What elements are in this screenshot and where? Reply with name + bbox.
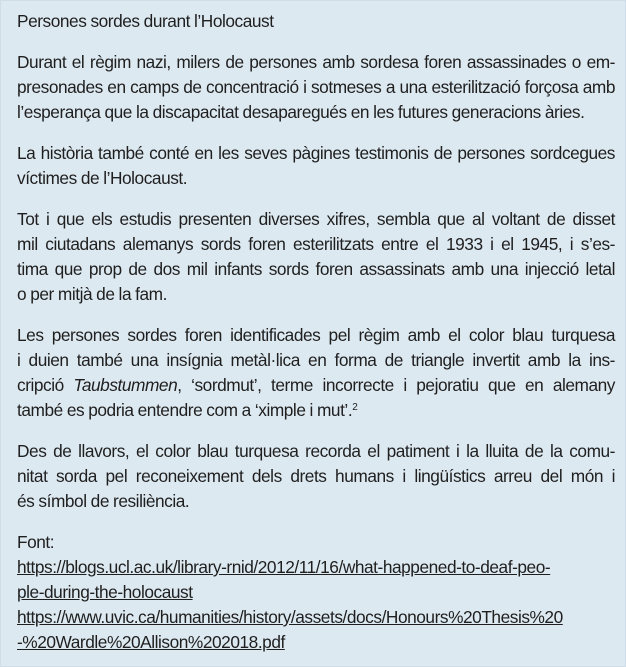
text-line: víctimes de l’Holocaust. bbox=[17, 168, 188, 188]
source-section bbox=[17, 530, 615, 655]
text-line bbox=[17, 373, 615, 398]
paragraph-2 bbox=[17, 141, 615, 191]
paragraph-5 bbox=[17, 439, 615, 514]
text-line: tima que prop de dos mil infants sords foren assassinats amb una injecció letal bbox=[17, 259, 615, 279]
text-line: nitat sorda pel reconeixement dels drets humans i lingüístics arreu del món i bbox=[17, 466, 615, 486]
paragraph-4 bbox=[17, 323, 615, 423]
source-link-1[interactable]: https://blogs.ucl.ac.uk/library-rnid/2012/11/16/what-happened-to-deaf-peo- bbox=[17, 557, 551, 577]
text-segment: també es podria entendre com a ‘ximple i mut’. bbox=[17, 400, 353, 420]
text-segment: , ‘sordmut’, terme incorrecte i pejoratiu que en alemany bbox=[177, 375, 615, 395]
text-line: La història també conté en les seves pàgines testimonis de persones sordcegues bbox=[17, 143, 615, 163]
source-link-2[interactable]: https://www.uvic.ca/humanities/history/assets/docs/Honours%20Thesis%20 bbox=[17, 607, 563, 627]
paragraph-3 bbox=[17, 207, 615, 307]
text-line: Tot i que els estudis presenten diverses xifres, sembla que al voltant de disset bbox=[17, 209, 615, 229]
text-line: és símbol de resiliència. bbox=[17, 491, 190, 511]
text-line: o per mitjà de la fam. bbox=[17, 284, 167, 304]
source-link-2-cont[interactable]: -%20Wardle%20Allison%202018.pdf bbox=[17, 632, 285, 652]
text-line bbox=[17, 398, 615, 423]
source-link-1-cont[interactable]: ple-during-the-holocaust bbox=[17, 582, 193, 602]
text-line: l’esperança que la discapacitat desaparegués en les futures generacions àries. bbox=[17, 102, 585, 122]
text-line: mil ciutadans alemanys sords foren esterilitzats entre el 1933 i el 1945, i s’es- bbox=[17, 234, 615, 254]
footnote-marker: 2 bbox=[352, 402, 358, 413]
source-label: Font: bbox=[17, 532, 55, 552]
text-line: presonades en camps de concentració i sotmeses a una esterilització forçosa amb bbox=[17, 77, 615, 97]
italic-term: Taubstummen bbox=[73, 375, 178, 395]
box-title: Persones sordes durant l’Holocaust bbox=[17, 11, 274, 31]
text-line: Durant el règim nazi, milers de persones amb sordesa foren assassinades o em- bbox=[17, 52, 615, 72]
text-segment: cripció bbox=[17, 375, 74, 395]
text-line: i duien també una insígnia metàl·lica en forma de triangle invertit amb la ins- bbox=[17, 350, 615, 370]
text-line: Les persones sordes foren identificades pel règim amb el color blau turquesa bbox=[17, 325, 615, 345]
paragraph-1 bbox=[17, 50, 615, 125]
text-line: Des de llavors, el color blau turquesa recorda el patiment i la lluita de la comu- bbox=[17, 441, 615, 461]
